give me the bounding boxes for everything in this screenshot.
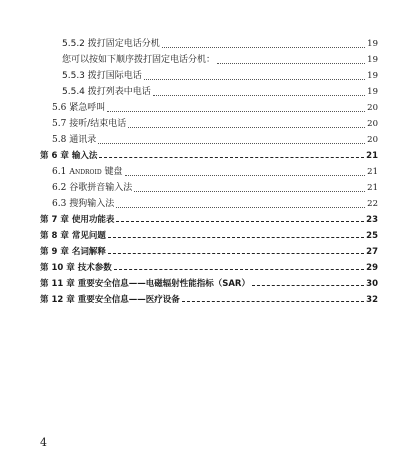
toc-entry-label: 5.7 接听/结束电话 xyxy=(52,119,127,129)
toc-chapter-label: 第 7 章 使用功能表 xyxy=(40,215,115,225)
page-number: 4 xyxy=(40,436,47,449)
toc-chapter-11[interactable] xyxy=(40,278,378,291)
toc-chapter-10[interactable] xyxy=(40,262,378,275)
toc-chapter-label: 第 10 章 技术参数 xyxy=(40,263,112,273)
dot-leader xyxy=(128,120,365,129)
toc-entry-6-3[interactable] xyxy=(52,198,378,211)
toc-entry-label: 5.6 紧急呼叫 xyxy=(52,103,106,113)
dot-leader xyxy=(162,40,365,49)
toc-chapter-page: 25 xyxy=(366,231,378,241)
toc-entry-label: 6.3 搜狗输入法 xyxy=(52,199,115,209)
toc-entry-label: 5.5.3 拨打国际电话 xyxy=(62,71,142,81)
toc-entry-5-8[interactable] xyxy=(52,134,378,147)
toc-chapter-page: 30 xyxy=(366,279,378,289)
toc-entry-5-6[interactable] xyxy=(52,102,378,115)
dash-leader xyxy=(108,232,364,241)
toc-entry-label: 5.5.4 拨打列表中电话 xyxy=(62,87,151,97)
dot-leader xyxy=(217,56,365,65)
toc-entry-page: 19 xyxy=(367,87,378,97)
dot-leader xyxy=(116,200,365,209)
toc-entry-5-5-4[interactable] xyxy=(62,86,378,99)
toc-chapter-page: 29 xyxy=(366,263,378,273)
toc-chapter-page: 27 xyxy=(366,247,378,257)
toc-entry-page: 20 xyxy=(367,119,378,129)
toc-entry-label: 6.1 Android 键盘 xyxy=(52,167,123,177)
toc-entry-6-2[interactable] xyxy=(52,182,378,195)
toc-chapter-7[interactable] xyxy=(40,214,378,227)
dot-leader xyxy=(153,88,365,97)
toc-entry-label: 5.8 通讯录 xyxy=(52,135,97,145)
dot-leader xyxy=(134,184,365,193)
toc-entry-page: 21 xyxy=(367,167,378,177)
toc-entry-page: 20 xyxy=(367,103,378,113)
toc-chapter-label: 第 8 章 常见问题 xyxy=(40,231,106,241)
toc-chapter-12[interactable] xyxy=(40,294,378,307)
toc-entry-page: 22 xyxy=(367,199,378,209)
toc-entry-5-5-2[interactable] xyxy=(62,38,378,51)
toc-chapter-page: 21 xyxy=(366,151,378,161)
toc-chapter-label: 第 11 章 重要安全信息——电磁辐射性能指标（SAR） xyxy=(40,279,250,289)
toc-entry-extension-note[interactable] xyxy=(62,54,378,67)
dash-leader xyxy=(116,216,364,225)
toc-entry-6-1[interactable] xyxy=(52,166,378,179)
toc-entry-label: 5.5.2 拨打固定电话分机 xyxy=(62,39,160,49)
toc-entry-page: 19 xyxy=(367,55,378,65)
toc-chapter-9[interactable] xyxy=(40,246,378,259)
toc-chapter-label: 第 9 章 名词解释 xyxy=(40,247,106,257)
toc-entry-page: 21 xyxy=(367,183,378,193)
toc-entry-5-5-3[interactable] xyxy=(62,70,378,83)
toc-chapter-6[interactable] xyxy=(40,150,378,163)
dot-leader xyxy=(144,72,365,81)
toc-chapter-8[interactable] xyxy=(40,230,378,243)
toc-entry-page: 19 xyxy=(367,71,378,81)
dash-leader xyxy=(114,264,364,273)
dash-leader xyxy=(108,248,364,257)
toc-entry-5-7[interactable] xyxy=(52,118,378,131)
toc-chapter-label: 第 6 章 输入法 xyxy=(40,151,98,161)
toc-chapter-page: 32 xyxy=(366,295,378,305)
dash-leader xyxy=(99,152,364,161)
dot-leader xyxy=(125,168,366,177)
toc-chapter-page: 23 xyxy=(366,215,378,225)
toc-entry-label: 您可以按如下顺序拨打固定电话分机： xyxy=(62,55,216,65)
toc-entry-page: 19 xyxy=(367,39,378,49)
toc-entry-label: 6.2 谷歌拼音输入法 xyxy=(52,183,133,193)
dot-leader xyxy=(107,104,365,113)
dot-leader xyxy=(98,136,365,145)
toc-chapter-label: 第 12 章 重要安全信息——医疗设备 xyxy=(40,295,180,305)
dash-leader xyxy=(252,280,364,289)
toc-entry-page: 20 xyxy=(367,135,378,145)
dash-leader xyxy=(182,296,364,305)
